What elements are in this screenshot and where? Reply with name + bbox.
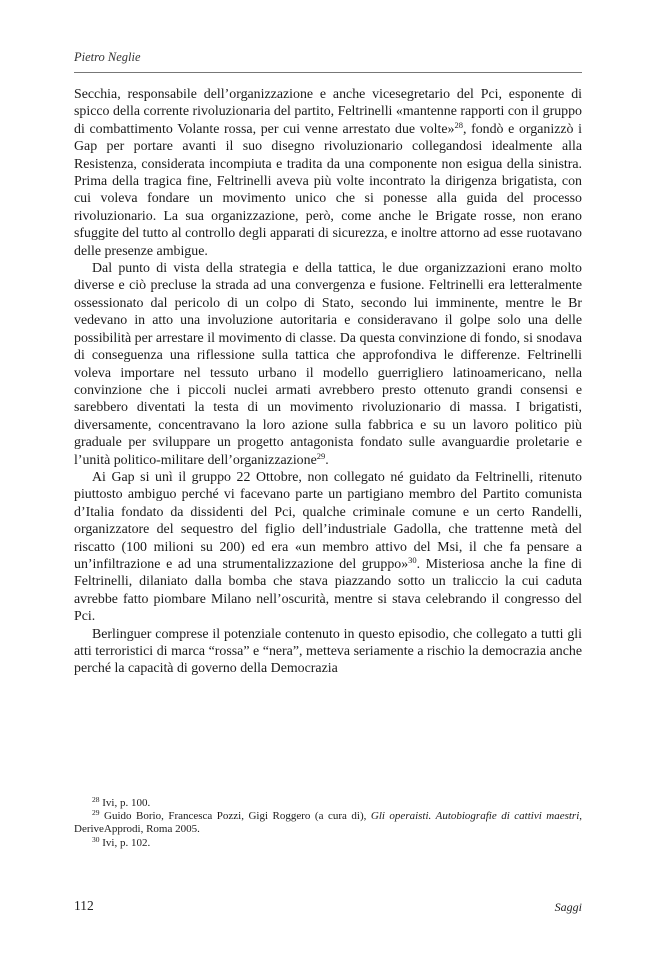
- footnote-number: 30: [92, 834, 100, 844]
- paragraph-3-text: Ai Gap si unì il gruppo 22 Ottobre, non collegato né guidato da Feltrinelli, ritenuto piuttosto ambiguo perché vi facevano parte un partigiano membro del Partito comunista d’Italia fondato da dissidenti del Pci, qualche criminale comune e un certo Randelli, organizzatore del sequestro del figlio dell’industriale Gadolla, che trattenne metà del riscatto (100 milioni su 200) ed era «un membro attivo del Msi, il che fa pensare a un’infiltrazione e ad una strumentalizzazione del gruppo»: [74, 469, 582, 572]
- footnote-30: [74, 834, 582, 850]
- header-rule: [74, 72, 582, 73]
- footnote-ref-28[interactable]: 28: [454, 119, 463, 130]
- paragraph-4: Berlinguer comprese il potenziale contenuto in questo episodio, che collegato a tutti gli atti terroristici di marca “rossa” e “nera”, metteva seriamente a rischio la democrazia anche perché la capacità di governo della Democrazia: [74, 626, 582, 677]
- footnotes: [74, 797, 582, 850]
- page-number: 112: [74, 898, 94, 913]
- paragraph-3-continuation: . Misteriosa anche la fine di Feltrinelli, dilaniato dalla bomba che stava piazzando sotto un traliccio la cui caduta avrebbe fatto piombare Milano nell’oscurità, mentre si stava celebrando il congresso del Pci.: [74, 556, 582, 625]
- footnote-book-title: Gli operaisti. Autobiografie di cattivi maestri: [370, 810, 580, 823]
- paragraph-3: [74, 469, 582, 626]
- footnote-ref-29[interactable]: 29: [316, 450, 326, 461]
- body-text: [74, 86, 582, 678]
- footnote-text-after: , DeriveApprodi, Roma 2005.: [74, 810, 583, 836]
- footnote-text: Ivi, p. 100.: [102, 797, 151, 809]
- footnote-text: Ivi, p. 102.: [102, 836, 151, 849]
- section-name: Saggi: [554, 900, 582, 914]
- running-head-author: Pietro Neglie: [74, 50, 141, 64]
- footnote-28: [74, 797, 582, 810]
- footnote-number: 29: [92, 808, 100, 818]
- footnote-text: Guido Borio, Francesca Pozzi, Gigi Roggero (a cura di),: [104, 810, 371, 823]
- paragraph-1-text: Secchia, responsabile dell’organizzazione e anche vicesegretario del Pci, esponente di spicco della corrente rivoluzionaria del partito, Feltrinelli «mantenne rapporti con il gruppo di combattimento Volante rossa, per cui venne arrestato due volte»: [74, 87, 582, 137]
- paragraph-2-end: .: [325, 452, 329, 468]
- paragraph-1-continuation: , fondò e organizzò i Gap per portare avanti il suo disegno rivoluzionario collegandosi idealmente alla Resistenza, considerata incompiuta e tradita da una componente non esigua della sinistra. Prima della tragica fine, Feltrinelli aveva più volte incontrato la dirigenza brigatista, con cui voleva fondare un movimento unico che si ponesse alla guida del processo rivoluzionario. La sua organizzazione, però, come anche le Brigate rosse, non erano sfuggite del tutto al controllo degli apparati di sicurezza, e inoltre attorno ad esse ruotavano delle presenze ambigue.: [74, 121, 582, 259]
- footnote-ref-30[interactable]: 30: [408, 554, 417, 565]
- paragraph-2: [74, 260, 582, 469]
- footnote-number: 28: [92, 795, 100, 804]
- paragraph-1: [74, 86, 582, 260]
- paragraph-2-text: Dal punto di vista della strategia e della tattica, le due organizzazioni erano molto diverse e ciò precluse la strada ad una convergenza e fusione. Feltrinelli era letteralmente ossessionato dal pericolo di un colpo di Stato, secondo lui imminente, mentre le Br vedevano in atto una involuzione autoritaria e consideravano il golpe solo una delle possibilità per arrestare il movimento di classe. Da questa convinzione di fondo, si snodava di conseguenza una riflessione sulla tattica che approfondiva le differenze. Feltrinelli voleva importare nel tessuto urbano il modello guerrigliero latinoamericano, nella convinzione che i piccoli nuclei armati avrebbero presto ottenuto grandi consensi e sarebbero diventati la testa di un movimento rivoluzionario di massa. I brigatisti, diversamente, concentravano la loro azione sulla fabbrica e su un lavoro politico più graduale per sviluppare un progetto antagonista fondato sulle avanguardie proletarie e l’unità politico-militare dell’organizzazione: [74, 261, 582, 468]
- footnote-29: [74, 810, 582, 836]
